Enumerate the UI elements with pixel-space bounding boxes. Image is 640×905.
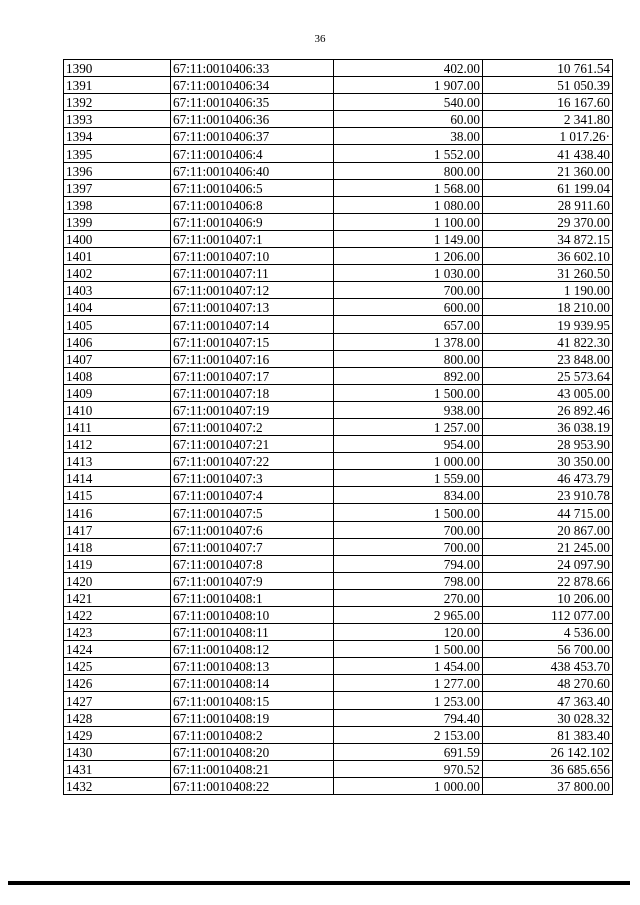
area-cell: 1 454.00 [334, 658, 483, 675]
area-cell: 1 000.00 [334, 777, 483, 794]
row-number-cell: 1419 [64, 555, 171, 572]
row-number-cell: 1431 [64, 760, 171, 777]
row-number-cell: 1397 [64, 179, 171, 196]
table-row [64, 111, 613, 128]
cadastral-number-cell: 67:11:0010406:5 [171, 179, 334, 196]
value-cell: 28 911.60 [483, 196, 613, 213]
value-cell: 22 878.66 [483, 572, 613, 589]
value-cell: 4 536.00 [483, 624, 613, 641]
value-cell: 21 245.00 [483, 538, 613, 555]
table-row [64, 77, 613, 94]
table-row [64, 384, 613, 401]
cadastral-number-cell: 67:11:0010406:34 [171, 77, 334, 94]
area-cell: 794.40 [334, 709, 483, 726]
row-number-cell: 1420 [64, 572, 171, 589]
cadastral-number-cell: 67:11:0010407:6 [171, 521, 334, 538]
area-cell: 834.00 [334, 487, 483, 504]
cadastral-number-cell: 67:11:0010407:4 [171, 487, 334, 504]
row-number-cell: 1399 [64, 213, 171, 230]
row-number-cell: 1391 [64, 77, 171, 94]
table-row [64, 333, 613, 350]
area-cell: 1 568.00 [334, 179, 483, 196]
value-cell: 438 453.70 [483, 658, 613, 675]
table-row [64, 470, 613, 487]
cadastral-number-cell: 67:11:0010407:14 [171, 316, 334, 333]
cadastral-number-cell: 67:11:0010407:1 [171, 230, 334, 247]
cadastral-number-cell: 67:11:0010407:16 [171, 350, 334, 367]
table-row [64, 282, 613, 299]
table-row [64, 777, 613, 794]
area-cell: 402.00 [334, 60, 483, 77]
parcel-table-body [64, 60, 613, 795]
value-cell: 10 761.54 [483, 60, 613, 77]
value-cell: 31 260.50 [483, 265, 613, 282]
value-cell: 44 715.00 [483, 504, 613, 521]
table-row [64, 128, 613, 145]
table-row [64, 367, 613, 384]
row-number-cell: 1426 [64, 675, 171, 692]
row-number-cell: 1409 [64, 384, 171, 401]
cadastral-number-cell: 67:11:0010408:14 [171, 675, 334, 692]
row-number-cell: 1403 [64, 282, 171, 299]
cadastral-number-cell: 67:11:0010407:15 [171, 333, 334, 350]
row-number-cell: 1395 [64, 145, 171, 162]
row-number-cell: 1390 [64, 60, 171, 77]
value-cell: 19 939.95 [483, 316, 613, 333]
row-number-cell: 1429 [64, 726, 171, 743]
row-number-cell: 1411 [64, 418, 171, 435]
area-cell: 700.00 [334, 282, 483, 299]
cadastral-number-cell: 67:11:0010408:13 [171, 658, 334, 675]
cadastral-number-cell: 67:11:0010406:37 [171, 128, 334, 145]
area-cell: 540.00 [334, 94, 483, 111]
area-cell: 1 559.00 [334, 470, 483, 487]
value-cell: 26 892.46 [483, 401, 613, 418]
value-cell: 36 038.19 [483, 418, 613, 435]
value-cell: 23 910.78 [483, 487, 613, 504]
area-cell: 1 206.00 [334, 248, 483, 265]
table-row [64, 504, 613, 521]
value-cell: 81 383.40 [483, 726, 613, 743]
row-number-cell: 1427 [64, 692, 171, 709]
table-row [64, 589, 613, 606]
cadastral-number-cell: 67:11:0010407:12 [171, 282, 334, 299]
row-number-cell: 1432 [64, 777, 171, 794]
value-cell: 28 953.90 [483, 436, 613, 453]
cadastral-number-cell: 67:11:0010407:11 [171, 265, 334, 282]
row-number-cell: 1408 [64, 367, 171, 384]
value-cell: 46 473.79 [483, 470, 613, 487]
area-cell: 1 500.00 [334, 504, 483, 521]
table-row [64, 675, 613, 692]
value-cell: 1 017.26· [483, 128, 613, 145]
row-number-cell: 1424 [64, 641, 171, 658]
row-number-cell: 1398 [64, 196, 171, 213]
cadastral-number-cell: 67:11:0010408:1 [171, 589, 334, 606]
cadastral-number-cell: 67:11:0010408:20 [171, 743, 334, 760]
table-row [64, 624, 613, 641]
table-row [64, 487, 613, 504]
row-number-cell: 1415 [64, 487, 171, 504]
value-cell: 36 602.10 [483, 248, 613, 265]
cadastral-number-cell: 67:11:0010407:21 [171, 436, 334, 453]
parcel-table [63, 59, 613, 795]
cadastral-number-cell: 67:11:0010407:2 [171, 418, 334, 435]
row-number-cell: 1416 [64, 504, 171, 521]
cadastral-number-cell: 67:11:0010407:17 [171, 367, 334, 384]
value-cell: 61 199.04 [483, 179, 613, 196]
cadastral-number-cell: 67:11:0010406:36 [171, 111, 334, 128]
table-row [64, 196, 613, 213]
value-cell: 20 867.00 [483, 521, 613, 538]
row-number-cell: 1406 [64, 333, 171, 350]
row-number-cell: 1428 [64, 709, 171, 726]
table-row [64, 299, 613, 316]
row-number-cell: 1412 [64, 436, 171, 453]
area-cell: 1 030.00 [334, 265, 483, 282]
area-cell: 120.00 [334, 624, 483, 641]
footer-rule [8, 881, 630, 885]
row-number-cell: 1422 [64, 607, 171, 624]
table-row [64, 453, 613, 470]
value-cell: 16 167.60 [483, 94, 613, 111]
area-cell: 970.52 [334, 760, 483, 777]
value-cell: 1 190.00 [483, 282, 613, 299]
area-cell: 270.00 [334, 589, 483, 606]
table-row [64, 658, 613, 675]
area-cell: 1 500.00 [334, 384, 483, 401]
value-cell: 37 800.00 [483, 777, 613, 794]
value-cell: 36 685.656 [483, 760, 613, 777]
area-cell: 1 253.00 [334, 692, 483, 709]
cadastral-number-cell: 67:11:0010406:8 [171, 196, 334, 213]
area-cell: 657.00 [334, 316, 483, 333]
value-cell: 56 700.00 [483, 641, 613, 658]
table-row [64, 572, 613, 589]
row-number-cell: 1404 [64, 299, 171, 316]
area-cell: 1 500.00 [334, 641, 483, 658]
table-row [64, 179, 613, 196]
table-row [64, 60, 613, 77]
area-cell: 1 257.00 [334, 418, 483, 435]
page-number: 36 [314, 33, 326, 45]
value-cell: 24 097.90 [483, 555, 613, 572]
value-cell: 30 350.00 [483, 453, 613, 470]
table-row [64, 94, 613, 111]
table-row [64, 350, 613, 367]
cadastral-number-cell: 67:11:0010406:40 [171, 162, 334, 179]
area-cell: 60.00 [334, 111, 483, 128]
cadastral-number-cell: 67:11:0010407:7 [171, 538, 334, 555]
row-number-cell: 1414 [64, 470, 171, 487]
table-row [64, 248, 613, 265]
cadastral-number-cell: 67:11:0010408:12 [171, 641, 334, 658]
area-cell: 794.00 [334, 555, 483, 572]
area-cell: 1 149.00 [334, 230, 483, 247]
table-row [64, 607, 613, 624]
table-row [64, 641, 613, 658]
value-cell: 41 438.40 [483, 145, 613, 162]
area-cell: 2 965.00 [334, 607, 483, 624]
value-cell: 34 872.15 [483, 230, 613, 247]
area-cell: 954.00 [334, 436, 483, 453]
row-number-cell: 1393 [64, 111, 171, 128]
area-cell: 800.00 [334, 350, 483, 367]
area-cell: 938.00 [334, 401, 483, 418]
row-number-cell: 1401 [64, 248, 171, 265]
value-cell: 21 360.00 [483, 162, 613, 179]
cadastral-number-cell: 67:11:0010408:15 [171, 692, 334, 709]
area-cell: 38.00 [334, 128, 483, 145]
cadastral-number-cell: 67:11:0010406:33 [171, 60, 334, 77]
cadastral-number-cell: 67:11:0010406:4 [171, 145, 334, 162]
cadastral-number-cell: 67:11:0010407:13 [171, 299, 334, 316]
row-number-cell: 1421 [64, 589, 171, 606]
table-row [64, 692, 613, 709]
table-row [64, 709, 613, 726]
table-row [64, 145, 613, 162]
value-cell: 48 270.60 [483, 675, 613, 692]
area-cell: 2 153.00 [334, 726, 483, 743]
cadastral-number-cell: 67:11:0010408:22 [171, 777, 334, 794]
area-cell: 700.00 [334, 538, 483, 555]
value-cell: 112 077.00 [483, 607, 613, 624]
row-number-cell: 1405 [64, 316, 171, 333]
cadastral-number-cell: 67:11:0010407:9 [171, 572, 334, 589]
value-cell: 23 848.00 [483, 350, 613, 367]
area-cell: 1 907.00 [334, 77, 483, 94]
row-number-cell: 1392 [64, 94, 171, 111]
row-number-cell: 1418 [64, 538, 171, 555]
cadastral-number-cell: 67:11:0010407:5 [171, 504, 334, 521]
row-number-cell: 1430 [64, 743, 171, 760]
value-cell: 47 363.40 [483, 692, 613, 709]
table-row [64, 265, 613, 282]
row-number-cell: 1407 [64, 350, 171, 367]
row-number-cell: 1410 [64, 401, 171, 418]
cadastral-number-cell: 67:11:0010406:35 [171, 94, 334, 111]
table-row [64, 726, 613, 743]
area-cell: 1 378.00 [334, 333, 483, 350]
area-cell: 691.59 [334, 743, 483, 760]
cadastral-number-cell: 67:11:0010407:22 [171, 453, 334, 470]
value-cell: 10 206.00 [483, 589, 613, 606]
cadastral-number-cell: 67:11:0010407:19 [171, 401, 334, 418]
cadastral-number-cell: 67:11:0010407:18 [171, 384, 334, 401]
value-cell: 43 005.00 [483, 384, 613, 401]
row-number-cell: 1396 [64, 162, 171, 179]
cadastral-number-cell: 67:11:0010407:8 [171, 555, 334, 572]
table-row [64, 316, 613, 333]
table-row [64, 760, 613, 777]
value-cell: 25 573.64 [483, 367, 613, 384]
cadastral-number-cell: 67:11:0010408:10 [171, 607, 334, 624]
value-cell: 26 142.102 [483, 743, 613, 760]
table-row [64, 230, 613, 247]
cadastral-number-cell: 67:11:0010407:10 [171, 248, 334, 265]
area-cell: 600.00 [334, 299, 483, 316]
cadastral-number-cell: 67:11:0010408:19 [171, 709, 334, 726]
table-row [64, 401, 613, 418]
cadastral-number-cell: 67:11:0010408:21 [171, 760, 334, 777]
value-cell: 41 822.30 [483, 333, 613, 350]
value-cell: 2 341.80 [483, 111, 613, 128]
area-cell: 892.00 [334, 367, 483, 384]
area-cell: 1 000.00 [334, 453, 483, 470]
area-cell: 700.00 [334, 521, 483, 538]
cadastral-number-cell: 67:11:0010407:3 [171, 470, 334, 487]
row-number-cell: 1402 [64, 265, 171, 282]
table-row [64, 436, 613, 453]
area-cell: 1 552.00 [334, 145, 483, 162]
cadastral-number-cell: 67:11:0010408:2 [171, 726, 334, 743]
table-row [64, 538, 613, 555]
cadastral-number-cell: 67:11:0010408:11 [171, 624, 334, 641]
table-row [64, 213, 613, 230]
table-row [64, 521, 613, 538]
table-row [64, 418, 613, 435]
row-number-cell: 1417 [64, 521, 171, 538]
value-cell: 30 028.32 [483, 709, 613, 726]
cadastral-number-cell: 67:11:0010406:9 [171, 213, 334, 230]
area-cell: 1 080.00 [334, 196, 483, 213]
area-cell: 1 100.00 [334, 213, 483, 230]
area-cell: 800.00 [334, 162, 483, 179]
value-cell: 51 050.39 [483, 77, 613, 94]
table-row [64, 555, 613, 572]
row-number-cell: 1425 [64, 658, 171, 675]
table-row [64, 743, 613, 760]
value-cell: 18 210.00 [483, 299, 613, 316]
row-number-cell: 1423 [64, 624, 171, 641]
row-number-cell: 1400 [64, 230, 171, 247]
row-number-cell: 1413 [64, 453, 171, 470]
row-number-cell: 1394 [64, 128, 171, 145]
value-cell: 29 370.00 [483, 213, 613, 230]
area-cell: 798.00 [334, 572, 483, 589]
table-row [64, 162, 613, 179]
area-cell: 1 277.00 [334, 675, 483, 692]
